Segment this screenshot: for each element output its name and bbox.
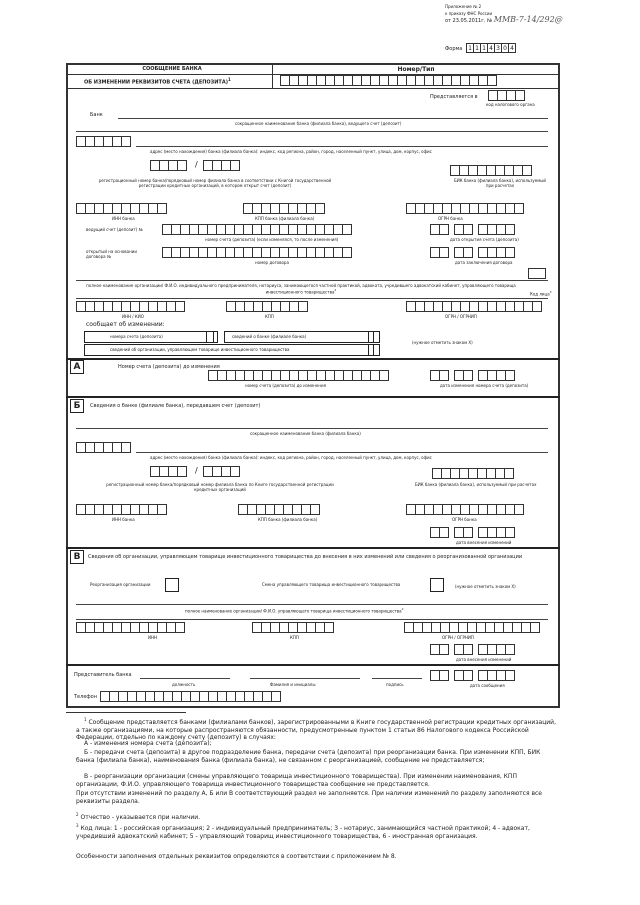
- appendix-label: Приложение № 2: [445, 4, 482, 9]
- section-b-label: Сведения о банке (филиале банка), передавшем счет (депозит): [90, 403, 261, 409]
- form-code: 1 1 1 4 3 0 4: [466, 43, 515, 53]
- change-option-org-check[interactable]: [368, 344, 380, 356]
- bank-ogrn-caption: ОГРН банка: [438, 216, 463, 221]
- footnote-1: $^1$ Сообщение представляется банками (филиалами банков), зарегистрированными в Книге государственной регистрации кредитных организаций, а также организациями, на которые распространяются обязанности, предусмотренные пунктом 1 статьи 86 Налогового кодекса Российской Федерации, отдельно по каждому счету (депозиту) в случаях:: [76, 717, 556, 741]
- bank-address-field[interactable]: [76, 136, 130, 147]
- face-code-label: Код лица$^3$: [530, 290, 552, 297]
- section-b-inn-caption: ИНН банка: [112, 517, 135, 522]
- account-open-date-field[interactable]: [430, 224, 514, 235]
- footnote-none: При отсутствии изменений по разделу А, Б или В соответствующий раздел не заполняется. При наличии изменений по разделу заполняются все реквизиты раздела.: [76, 790, 542, 805]
- section-v-date-field[interactable]: [430, 644, 514, 655]
- section-b-kpp-field[interactable]: [238, 504, 319, 515]
- bank-ogrn-field[interactable]: [406, 203, 523, 214]
- reorg-label: Реорганизация организации: [90, 582, 151, 587]
- contract-date-caption: дата заключения договора: [455, 260, 513, 265]
- title-bottom: [66, 88, 560, 89]
- account-caption: номер счета (депозита) (если изменялся, то после изменения): [205, 237, 339, 242]
- org-kpp-field[interactable]: [226, 301, 307, 312]
- org-inn-field[interactable]: [76, 301, 184, 312]
- change-mark-hint: (нужное отметить знаком X): [412, 340, 473, 345]
- section-v-divider: [66, 547, 560, 549]
- name-line[interactable]: [250, 678, 360, 679]
- section-b-divider: [66, 396, 560, 398]
- org-name-line: [76, 280, 548, 281]
- section-b-bik-caption: БИК банка (филиала банка), используемый при расчетах: [415, 482, 537, 487]
- number-type-field[interactable]: [280, 75, 496, 86]
- account-label: ведущий счет (депозит) №: [86, 227, 143, 232]
- tax-office-caption: код налогового органа: [486, 102, 535, 107]
- section-b-inn-field[interactable]: [76, 504, 166, 515]
- section-v-date-caption: дата внесения изменений: [456, 657, 512, 662]
- change-option-account-label: номера счета (депозита): [110, 334, 163, 339]
- section-b-branch-field[interactable]: [203, 466, 239, 477]
- org-name-line2: [76, 298, 548, 299]
- bank-kpp-caption: КПП банка (филиала банка): [255, 216, 315, 221]
- account-number-field[interactable]: [162, 224, 351, 235]
- org-caption: полное наименование организации/ Ф.И.О. индивидуального предпринимателя, нотариуса, занимающегося частной практикой, адвоката, учредившего адвокатский кабинет, управляющего товарища инвестиционного товарищества$^2$: [86, 283, 516, 295]
- section-v-org-line: [76, 604, 548, 605]
- order-line: к приказу ФНС России: [445, 11, 493, 16]
- changes-label: сообщает об изменении:: [86, 321, 165, 328]
- section-v-letter: В: [70, 550, 84, 564]
- submitted-label: Представляется в: [430, 94, 478, 100]
- change-option-org-label: сведений об организации, управляющем товарище инвестиционного товарищества: [110, 347, 290, 352]
- message-date-caption: дата сообщения: [470, 683, 505, 688]
- section-v-org-line2: [76, 619, 548, 620]
- phone-field[interactable]: [100, 691, 280, 702]
- ogrn-ogrnip-caption: ОГРН / ОГРНИП: [445, 314, 477, 319]
- section-v-kpp-field[interactable]: [252, 622, 333, 633]
- sign-line[interactable]: [372, 678, 422, 679]
- section-v-kpp-caption: КПП: [290, 635, 299, 640]
- bank-name-line2: [76, 131, 548, 132]
- section-b-ogrn-field[interactable]: [406, 504, 523, 515]
- section-v-mark-hint: (нужное отметить знаком X): [455, 584, 516, 589]
- inn-kio-caption: ИНН / КИО: [122, 314, 144, 319]
- reg-slash: /: [195, 160, 198, 169]
- contract-date-field[interactable]: [430, 247, 514, 258]
- section-b-name-caption: сокращенное наименование банка (филиала банка): [250, 431, 361, 436]
- sign-caption: подпись: [386, 682, 404, 687]
- section-b-ogrn-caption: ОГРН банка: [452, 517, 477, 522]
- change-option-bank-check[interactable]: [368, 331, 380, 343]
- title-line1: СООБЩЕНИЕ БАНКА: [142, 66, 202, 72]
- position-caption: должность: [172, 682, 196, 687]
- number-type-label: Номер/Тип: [397, 66, 435, 73]
- section-b-letter: Б: [70, 399, 84, 413]
- section-b-address-line: [136, 452, 548, 453]
- section-a-date-caption: дата изменения номера счета (депозита): [440, 383, 529, 388]
- rep-label: Представитель банка: [74, 672, 132, 678]
- manager-change-checkbox[interactable]: [430, 578, 444, 592]
- section-a-account-field[interactable]: [208, 370, 388, 381]
- section-v-label: Сведения об организации, управляющем товарище инвестиционного товарищества до внесения в них изменений или сведения о реорганизованной организации: [88, 554, 523, 560]
- order-ref: от 23.05.2011г. № ММВ-7-14/292@: [445, 15, 563, 24]
- kpp2-caption: КПП: [265, 314, 274, 319]
- bank-label: Банк: [90, 112, 103, 118]
- section-b-date-field[interactable]: [430, 527, 514, 538]
- section-a-divider: [66, 358, 560, 360]
- bank-inn-field[interactable]: [76, 203, 166, 214]
- section-b-date-caption: дата внесения изменений: [456, 540, 512, 545]
- title-line2: ОБ ИЗМЕНЕНИИ РЕКВИЗИТОВ СЧЕТА (ДЕПОЗИТА)$^1$: [84, 77, 231, 86]
- bank-name-caption: сокращенное наименование банка (филиала банка), ведущего счет (депозит): [235, 121, 402, 126]
- bank-branch-field[interactable]: [203, 160, 239, 171]
- section-a-label: Номер счета (депозита) до изменения: [118, 364, 220, 370]
- footnote-separator: [66, 712, 186, 713]
- phone-label: Телефон: [74, 694, 98, 700]
- contract-number-field[interactable]: [162, 247, 351, 258]
- change-option-account-check[interactable]: [206, 331, 218, 343]
- section-b-bik-field[interactable]: [432, 468, 513, 479]
- bank-name-line[interactable]: [118, 118, 548, 119]
- manager-change-label: Смена управляющего товарища инвестиционного товарищества: [262, 582, 401, 587]
- section-v-org-caption: полное наименование организации/ Ф.И.О. управляющего товарища инвестиционного товарищества$^2$: [185, 607, 404, 614]
- contract-label: открытый на основании договора №: [86, 249, 137, 259]
- section-v-inn-field[interactable]: [76, 622, 184, 633]
- bank-bik-field[interactable]: [450, 165, 531, 176]
- change-option-bank-label: сведений о банке (филиале банка): [232, 334, 307, 339]
- order-number: ММВ-7-14/292@: [493, 15, 563, 24]
- footnote-b: Б - передачи счета (депозита) в другое подразделение банка, передачи счета (депозита) при реорганизации банка. При изменении КПП, БИК банка (филиала банка), наименования банка (филиала банка), не связанном с реорганизацией, сообщение не представляется;: [76, 749, 541, 764]
- bank-reg-field[interactable]: [150, 160, 186, 171]
- footnote-a: А - изменения номера счета (депозита);: [84, 740, 212, 747]
- bank-address-line: [136, 146, 548, 147]
- org-ogrn-field[interactable]: [406, 301, 541, 312]
- position-line[interactable]: [140, 678, 230, 679]
- contract-caption: номер договора: [255, 260, 289, 265]
- form-label: Форма: [445, 46, 463, 52]
- section-a-caption: номер счета (депозита) до изменения: [245, 383, 327, 388]
- section-b-address-field[interactable]: [76, 442, 130, 453]
- section-b-kpp-caption: КПП банка (филиала банка): [258, 517, 318, 522]
- section-v-ogrn-field[interactable]: [404, 622, 539, 633]
- footnote-3: $^3$ Код лица: 1 - российская организация; 2 - индивидуальный предприниматель; 3 - нотариус, занимающийся частной практикой; 4 - адвокат, учредивший адвокатский кабинет; 5 - управляющий товарищ инвестиционного товарищества, 6 - иностранная организация.: [76, 823, 530, 840]
- bank-address-caption: адрес (место нахождения) банка (филиала банка): индекс, код региона, район, город, населенный пункт, улица, дом, корпус, офис: [150, 149, 432, 154]
- bank-inn-caption: ИНН банка: [112, 216, 135, 221]
- signature-divider: [66, 664, 560, 666]
- bank-reg-caption: регистрационный номер банка/порядковый номер филиала банка в соответствии с Книгой государственной регистрации кредитных организаций, в котором открыт счет (депозит): [98, 178, 332, 188]
- section-b-address-caption: адрес (место нахождения) банка (филиала банка): индекс, код региона, район, город, населенный пункт, улица, дом, корпус, офис: [150, 455, 432, 460]
- footnote-v: В - реорганизации организации (смены управляющего товарища инвестиционного товарищества). При изменении наименования, КПП организации, Ф.И.О. управляющего товарища инвестиционного товарищества сообщение не представляется.: [76, 773, 517, 788]
- bank-kpp-field[interactable]: [243, 203, 324, 214]
- section-b-reg-caption: регистрационный номер банка/порядковый номер филиала банка по Книге государственной регистрации кредитных организаций: [106, 482, 334, 492]
- message-date-field[interactable]: [430, 670, 514, 681]
- footnote-2: $^2$ Отчество - указывается при наличии.: [76, 812, 201, 821]
- section-b-reg-slash: /: [195, 466, 198, 475]
- section-v-ogrn-caption: ОГРН / ОГРНИП: [442, 635, 474, 640]
- section-a-date-field[interactable]: [430, 370, 514, 381]
- name-caption: Фамилия и инициалы: [270, 682, 316, 687]
- tax-office-code-field[interactable]: [488, 90, 524, 101]
- face-code-field[interactable]: [528, 268, 545, 279]
- footnote-final: Особенности заполнения отдельных реквизитов определяются в соответствии с приложением № 8.: [76, 853, 397, 860]
- section-b-name-line: [76, 428, 548, 429]
- reorg-checkbox[interactable]: [165, 578, 179, 592]
- open-date-caption: дата открытия счета (депозита): [450, 237, 519, 242]
- section-a-letter: А: [70, 360, 84, 374]
- section-b-reg-field[interactable]: [150, 466, 186, 477]
- bank-bik-caption: БИК банка (филиала банка), используемый при расчетах: [454, 178, 546, 188]
- section-v-inn-caption: ИНН: [148, 635, 158, 640]
